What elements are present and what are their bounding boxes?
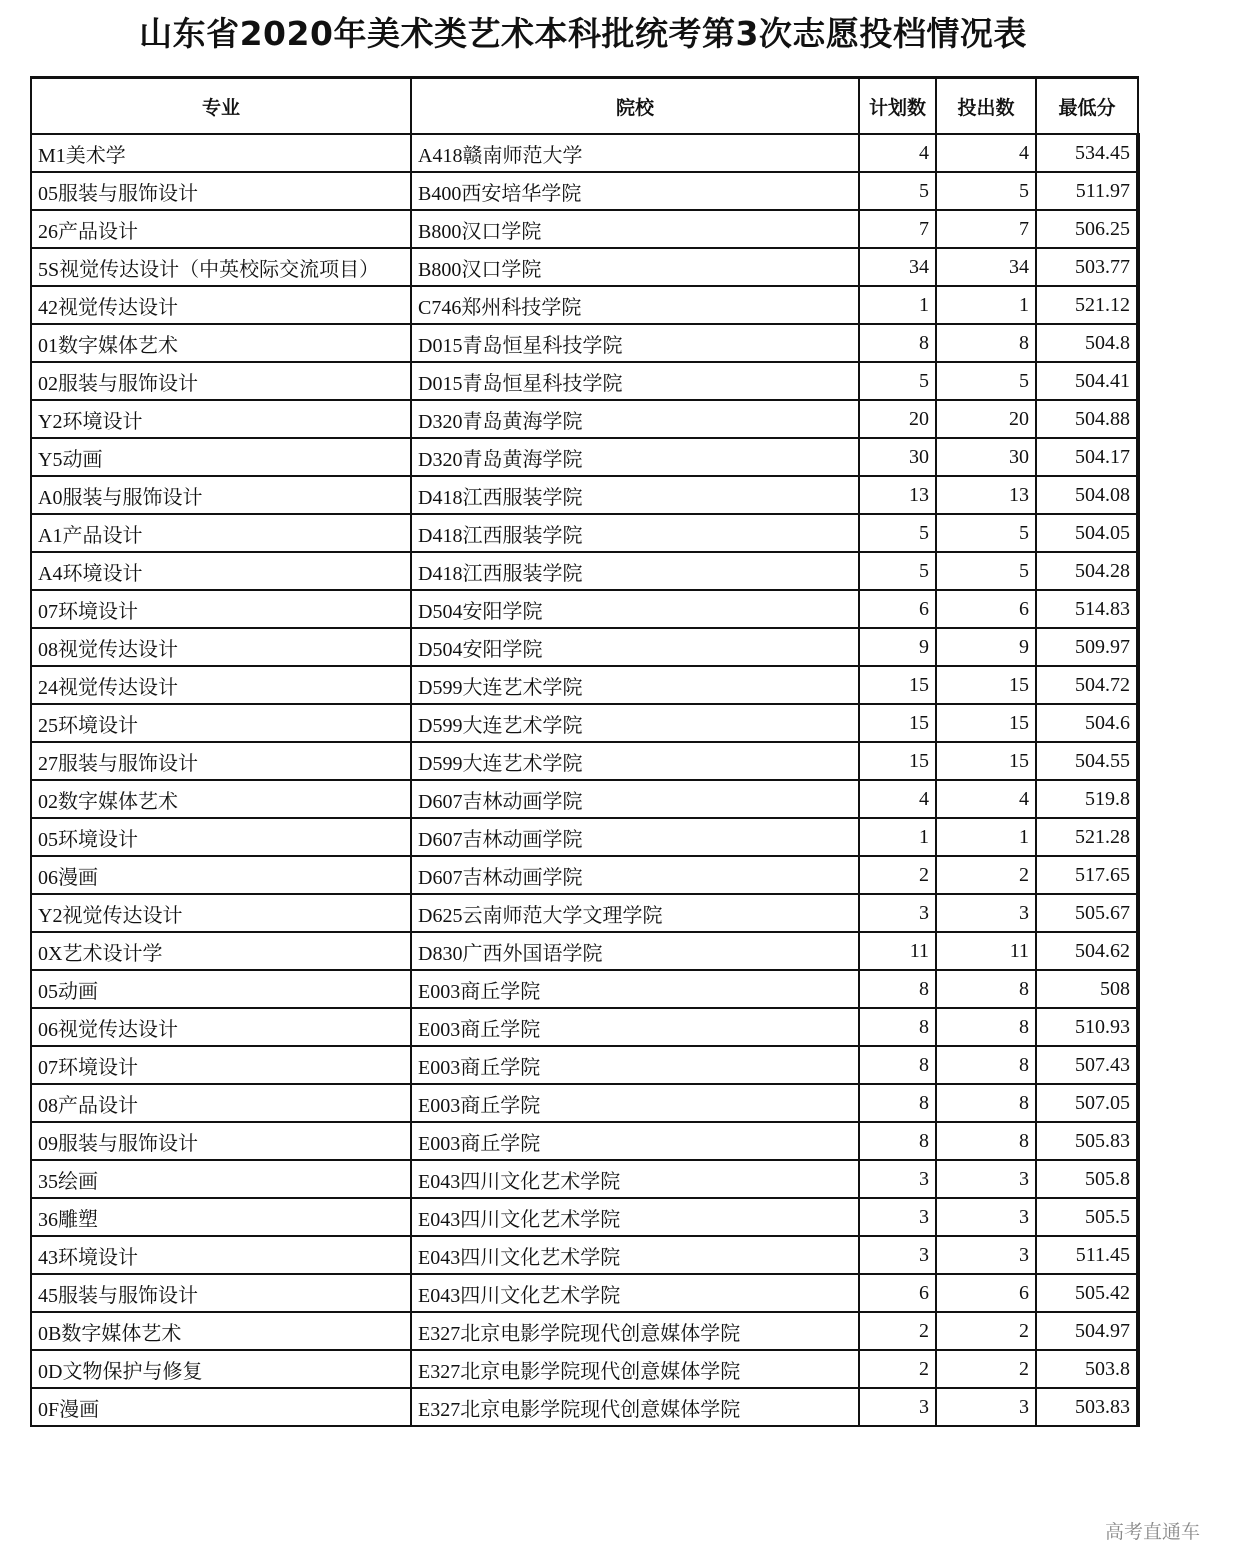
- cell-school: C746郑州科技学院: [411, 286, 859, 324]
- table-row: [31, 514, 1138, 552]
- cell-admitted-count: 20: [936, 400, 1036, 438]
- cell-min-score: 505.83: [1036, 1122, 1138, 1160]
- cell-admitted-count: 3: [936, 1236, 1036, 1274]
- cell-school: D418江西服装学院: [411, 552, 859, 590]
- table-row: [31, 894, 1138, 932]
- cell-plan-count: 8: [859, 1084, 936, 1122]
- cell-admitted-count: 6: [936, 590, 1036, 628]
- table-row: [31, 932, 1138, 970]
- cell-major: 08视觉传达设计: [31, 628, 411, 666]
- cell-min-score: 505.42: [1036, 1274, 1138, 1312]
- cell-min-score: 505.67: [1036, 894, 1138, 932]
- cell-major: 01数字媒体艺术: [31, 324, 411, 362]
- cell-min-score: 507.43: [1036, 1046, 1138, 1084]
- cell-major: 05环境设计: [31, 818, 411, 856]
- table-row: [31, 210, 1138, 248]
- cell-min-score: 511.97: [1036, 172, 1138, 210]
- cell-admitted-count: 5: [936, 552, 1036, 590]
- cell-plan-count: 1: [859, 818, 936, 856]
- cell-plan-count: 5: [859, 514, 936, 552]
- cell-major: 08产品设计: [31, 1084, 411, 1122]
- cell-min-score: 503.83: [1036, 1388, 1138, 1426]
- table-row: [31, 324, 1138, 362]
- cell-school: D625云南师范大学文理学院: [411, 894, 859, 932]
- cell-school: E327北京电影学院现代创意媒体学院: [411, 1388, 859, 1426]
- cell-major: 45服装与服饰设计: [31, 1274, 411, 1312]
- cell-min-score: 511.45: [1036, 1236, 1138, 1274]
- cell-major: 27服装与服饰设计: [31, 742, 411, 780]
- table-row: [31, 552, 1138, 590]
- cell-major: 26产品设计: [31, 210, 411, 248]
- cell-min-score: 507.05: [1036, 1084, 1138, 1122]
- cell-min-score: 534.45: [1036, 134, 1138, 172]
- cell-min-score: 505.8: [1036, 1160, 1138, 1198]
- cell-major: A0服装与服饰设计: [31, 476, 411, 514]
- cell-major: 09服装与服饰设计: [31, 1122, 411, 1160]
- cell-school: E043四川文化艺术学院: [411, 1198, 859, 1236]
- cell-school: E003商丘学院: [411, 1008, 859, 1046]
- cell-major: 02数字媒体艺术: [31, 780, 411, 818]
- cell-admitted-count: 6: [936, 1274, 1036, 1312]
- cell-admitted-count: 15: [936, 704, 1036, 742]
- header-plan: 计划数: [859, 78, 936, 135]
- cell-plan-count: 8: [859, 970, 936, 1008]
- watermark: 高考直通车: [1105, 1521, 1201, 1543]
- cell-plan-count: 7: [859, 210, 936, 248]
- cell-min-score: 505.5: [1036, 1198, 1138, 1236]
- table-row: [31, 134, 1138, 172]
- cell-plan-count: 8: [859, 324, 936, 362]
- cell-plan-count: 4: [859, 780, 936, 818]
- cell-plan-count: 8: [859, 1008, 936, 1046]
- cell-major: 06漫画: [31, 856, 411, 894]
- table-row: [31, 628, 1138, 666]
- cell-min-score: 521.28: [1036, 818, 1138, 856]
- cell-school: D504安阳学院: [411, 628, 859, 666]
- cell-school: E003商丘学院: [411, 1084, 859, 1122]
- cell-min-score: 504.97: [1036, 1312, 1138, 1350]
- cell-school: E003商丘学院: [411, 970, 859, 1008]
- cell-plan-count: 5: [859, 552, 936, 590]
- cell-min-score: 509.97: [1036, 628, 1138, 666]
- cell-plan-count: 2: [859, 1312, 936, 1350]
- cell-major: 5S视觉传达设计（中英校际交流项目）: [31, 248, 411, 286]
- cell-major: 42视觉传达设计: [31, 286, 411, 324]
- cell-min-score: 504.62: [1036, 932, 1138, 970]
- table-row: [31, 1160, 1138, 1198]
- cell-admitted-count: 8: [936, 1122, 1036, 1160]
- table-row: [31, 1388, 1138, 1426]
- cell-school: A418赣南师范大学: [411, 134, 859, 172]
- cell-plan-count: 11: [859, 932, 936, 970]
- cell-plan-count: 2: [859, 1350, 936, 1388]
- cell-admitted-count: 8: [936, 324, 1036, 362]
- table-row: [31, 172, 1138, 210]
- cell-min-score: 514.83: [1036, 590, 1138, 628]
- cell-min-score: 504.28: [1036, 552, 1138, 590]
- table-row: [31, 362, 1138, 400]
- cell-school: E327北京电影学院现代创意媒体学院: [411, 1312, 859, 1350]
- table-row: [31, 476, 1138, 514]
- cell-min-score: 506.25: [1036, 210, 1138, 248]
- cell-admitted-count: 13: [936, 476, 1036, 514]
- header-min-score: 最低分: [1036, 78, 1138, 135]
- cell-school: D607吉林动画学院: [411, 780, 859, 818]
- cell-plan-count: 15: [859, 666, 936, 704]
- header-school: 院校: [411, 78, 859, 135]
- table-row: [31, 1236, 1138, 1274]
- cell-school: D015青岛恒星科技学院: [411, 324, 859, 362]
- cell-min-score: 503.8: [1036, 1350, 1138, 1388]
- table-row: [31, 704, 1138, 742]
- cell-plan-count: 3: [859, 1198, 936, 1236]
- table-row: [31, 818, 1138, 856]
- table-row: [31, 856, 1138, 894]
- cell-school: B800汉口学院: [411, 210, 859, 248]
- table-row: [31, 1350, 1138, 1388]
- cell-school: E327北京电影学院现代创意媒体学院: [411, 1350, 859, 1388]
- table-row: [31, 1084, 1138, 1122]
- cell-major: 0D文物保护与修复: [31, 1350, 411, 1388]
- header-admitted: 投出数: [936, 78, 1036, 135]
- cell-min-score: 504.41: [1036, 362, 1138, 400]
- cell-major: 0X艺术设计学: [31, 932, 411, 970]
- cell-min-score: 504.17: [1036, 438, 1138, 476]
- cell-school: D418江西服装学院: [411, 514, 859, 552]
- cell-min-score: 504.6: [1036, 704, 1138, 742]
- table-row: [31, 780, 1138, 818]
- cell-school: D599大连艺术学院: [411, 742, 859, 780]
- cell-major: 43环境设计: [31, 1236, 411, 1274]
- table-row: [31, 1008, 1138, 1046]
- admission-table: [30, 76, 1140, 1427]
- cell-major: 25环境设计: [31, 704, 411, 742]
- table-row: [31, 286, 1138, 324]
- table-row: [31, 1122, 1138, 1160]
- cell-major: 24视觉传达设计: [31, 666, 411, 704]
- cell-admitted-count: 3: [936, 1198, 1036, 1236]
- cell-school: D418江西服装学院: [411, 476, 859, 514]
- cell-plan-count: 20: [859, 400, 936, 438]
- cell-min-score: 517.65: [1036, 856, 1138, 894]
- cell-major: A1产品设计: [31, 514, 411, 552]
- cell-school: B800汉口学院: [411, 248, 859, 286]
- table-row: [31, 742, 1138, 780]
- cell-school: D320青岛黄海学院: [411, 438, 859, 476]
- cell-min-score: 508: [1036, 970, 1138, 1008]
- cell-plan-count: 9: [859, 628, 936, 666]
- cell-plan-count: 13: [859, 476, 936, 514]
- cell-plan-count: 30: [859, 438, 936, 476]
- cell-admitted-count: 8: [936, 1046, 1036, 1084]
- cell-school: E003商丘学院: [411, 1046, 859, 1084]
- cell-admitted-count: 2: [936, 1350, 1036, 1388]
- table-row: [31, 438, 1138, 476]
- cell-major: 05服装与服饰设计: [31, 172, 411, 210]
- cell-min-score: 503.77: [1036, 248, 1138, 286]
- cell-min-score: 504.05: [1036, 514, 1138, 552]
- cell-plan-count: 4: [859, 134, 936, 172]
- cell-major: 0B数字媒体艺术: [31, 1312, 411, 1350]
- cell-plan-count: 3: [859, 894, 936, 932]
- cell-admitted-count: 5: [936, 362, 1036, 400]
- cell-admitted-count: 4: [936, 134, 1036, 172]
- cell-admitted-count: 5: [936, 172, 1036, 210]
- cell-admitted-count: 7: [936, 210, 1036, 248]
- cell-plan-count: 34: [859, 248, 936, 286]
- cell-plan-count: 1: [859, 286, 936, 324]
- cell-min-score: 504.72: [1036, 666, 1138, 704]
- cell-major: Y2视觉传达设计: [31, 894, 411, 932]
- cell-school: E003商丘学院: [411, 1122, 859, 1160]
- cell-major: M1美术学: [31, 134, 411, 172]
- cell-major: 05动画: [31, 970, 411, 1008]
- cell-min-score: 519.8: [1036, 780, 1138, 818]
- cell-min-score: 521.12: [1036, 286, 1138, 324]
- cell-school: D599大连艺术学院: [411, 704, 859, 742]
- cell-major: 06视觉传达设计: [31, 1008, 411, 1046]
- cell-plan-count: 8: [859, 1122, 936, 1160]
- cell-min-score: 504.88: [1036, 400, 1138, 438]
- header-major: 专业: [31, 78, 411, 135]
- cell-admitted-count: 9: [936, 628, 1036, 666]
- cell-admitted-count: 3: [936, 1388, 1036, 1426]
- cell-admitted-count: 3: [936, 1160, 1036, 1198]
- table-row: [31, 1198, 1138, 1236]
- cell-school: D607吉林动画学院: [411, 856, 859, 894]
- cell-min-score: 510.93: [1036, 1008, 1138, 1046]
- cell-plan-count: 15: [859, 704, 936, 742]
- cell-school: D607吉林动画学院: [411, 818, 859, 856]
- cell-major: 07环境设计: [31, 590, 411, 628]
- cell-admitted-count: 15: [936, 666, 1036, 704]
- cell-admitted-count: 15: [936, 742, 1036, 780]
- cell-admitted-count: 2: [936, 856, 1036, 894]
- cell-major: 02服装与服饰设计: [31, 362, 411, 400]
- cell-admitted-count: 1: [936, 818, 1036, 856]
- cell-min-score: 504.55: [1036, 742, 1138, 780]
- cell-plan-count: 3: [859, 1388, 936, 1426]
- cell-plan-count: 5: [859, 172, 936, 210]
- table-row: [31, 1274, 1138, 1312]
- cell-admitted-count: 30: [936, 438, 1036, 476]
- cell-school: E043四川文化艺术学院: [411, 1160, 859, 1198]
- table-row: [31, 590, 1138, 628]
- cell-admitted-count: 8: [936, 1084, 1036, 1122]
- cell-plan-count: 8: [859, 1046, 936, 1084]
- table-row: [31, 248, 1138, 286]
- cell-major: 0F漫画: [31, 1388, 411, 1426]
- cell-admitted-count: 11: [936, 932, 1036, 970]
- cell-school: D830广西外国语学院: [411, 932, 859, 970]
- cell-admitted-count: 3: [936, 894, 1036, 932]
- cell-major: 35绘画: [31, 1160, 411, 1198]
- cell-plan-count: 2: [859, 856, 936, 894]
- table-row: [31, 400, 1138, 438]
- cell-school: B400西安培华学院: [411, 172, 859, 210]
- cell-major: 07环境设计: [31, 1046, 411, 1084]
- cell-plan-count: 3: [859, 1160, 936, 1198]
- cell-min-score: 504.8: [1036, 324, 1138, 362]
- cell-major: A4环境设计: [31, 552, 411, 590]
- cell-admitted-count: 34: [936, 248, 1036, 286]
- page-title: 山东省2020年美术类艺术本科批统考第3次志愿投档情况表: [139, 14, 1027, 53]
- cell-school: E043四川文化艺术学院: [411, 1274, 859, 1312]
- cell-admitted-count: 8: [936, 970, 1036, 1008]
- cell-major: Y5动画: [31, 438, 411, 476]
- cell-plan-count: 6: [859, 1274, 936, 1312]
- table-row: [31, 970, 1138, 1008]
- header-row: [31, 78, 1138, 135]
- cell-plan-count: 3: [859, 1236, 936, 1274]
- cell-major: Y2环境设计: [31, 400, 411, 438]
- cell-min-score: 504.08: [1036, 476, 1138, 514]
- table-row: [31, 666, 1138, 704]
- cell-school: D599大连艺术学院: [411, 666, 859, 704]
- cell-admitted-count: 4: [936, 780, 1036, 818]
- cell-plan-count: 15: [859, 742, 936, 780]
- cell-school: D015青岛恒星科技学院: [411, 362, 859, 400]
- cell-plan-count: 5: [859, 362, 936, 400]
- cell-school: E043四川文化艺术学院: [411, 1236, 859, 1274]
- table-row: [31, 1312, 1138, 1350]
- cell-school: D504安阳学院: [411, 590, 859, 628]
- table-row: [31, 1046, 1138, 1084]
- cell-admitted-count: 5: [936, 514, 1036, 552]
- cell-school: D320青岛黄海学院: [411, 400, 859, 438]
- cell-admitted-count: 8: [936, 1008, 1036, 1046]
- cell-plan-count: 6: [859, 590, 936, 628]
- cell-admitted-count: 2: [936, 1312, 1036, 1350]
- cell-admitted-count: 1: [936, 286, 1036, 324]
- cell-major: 36雕塑: [31, 1198, 411, 1236]
